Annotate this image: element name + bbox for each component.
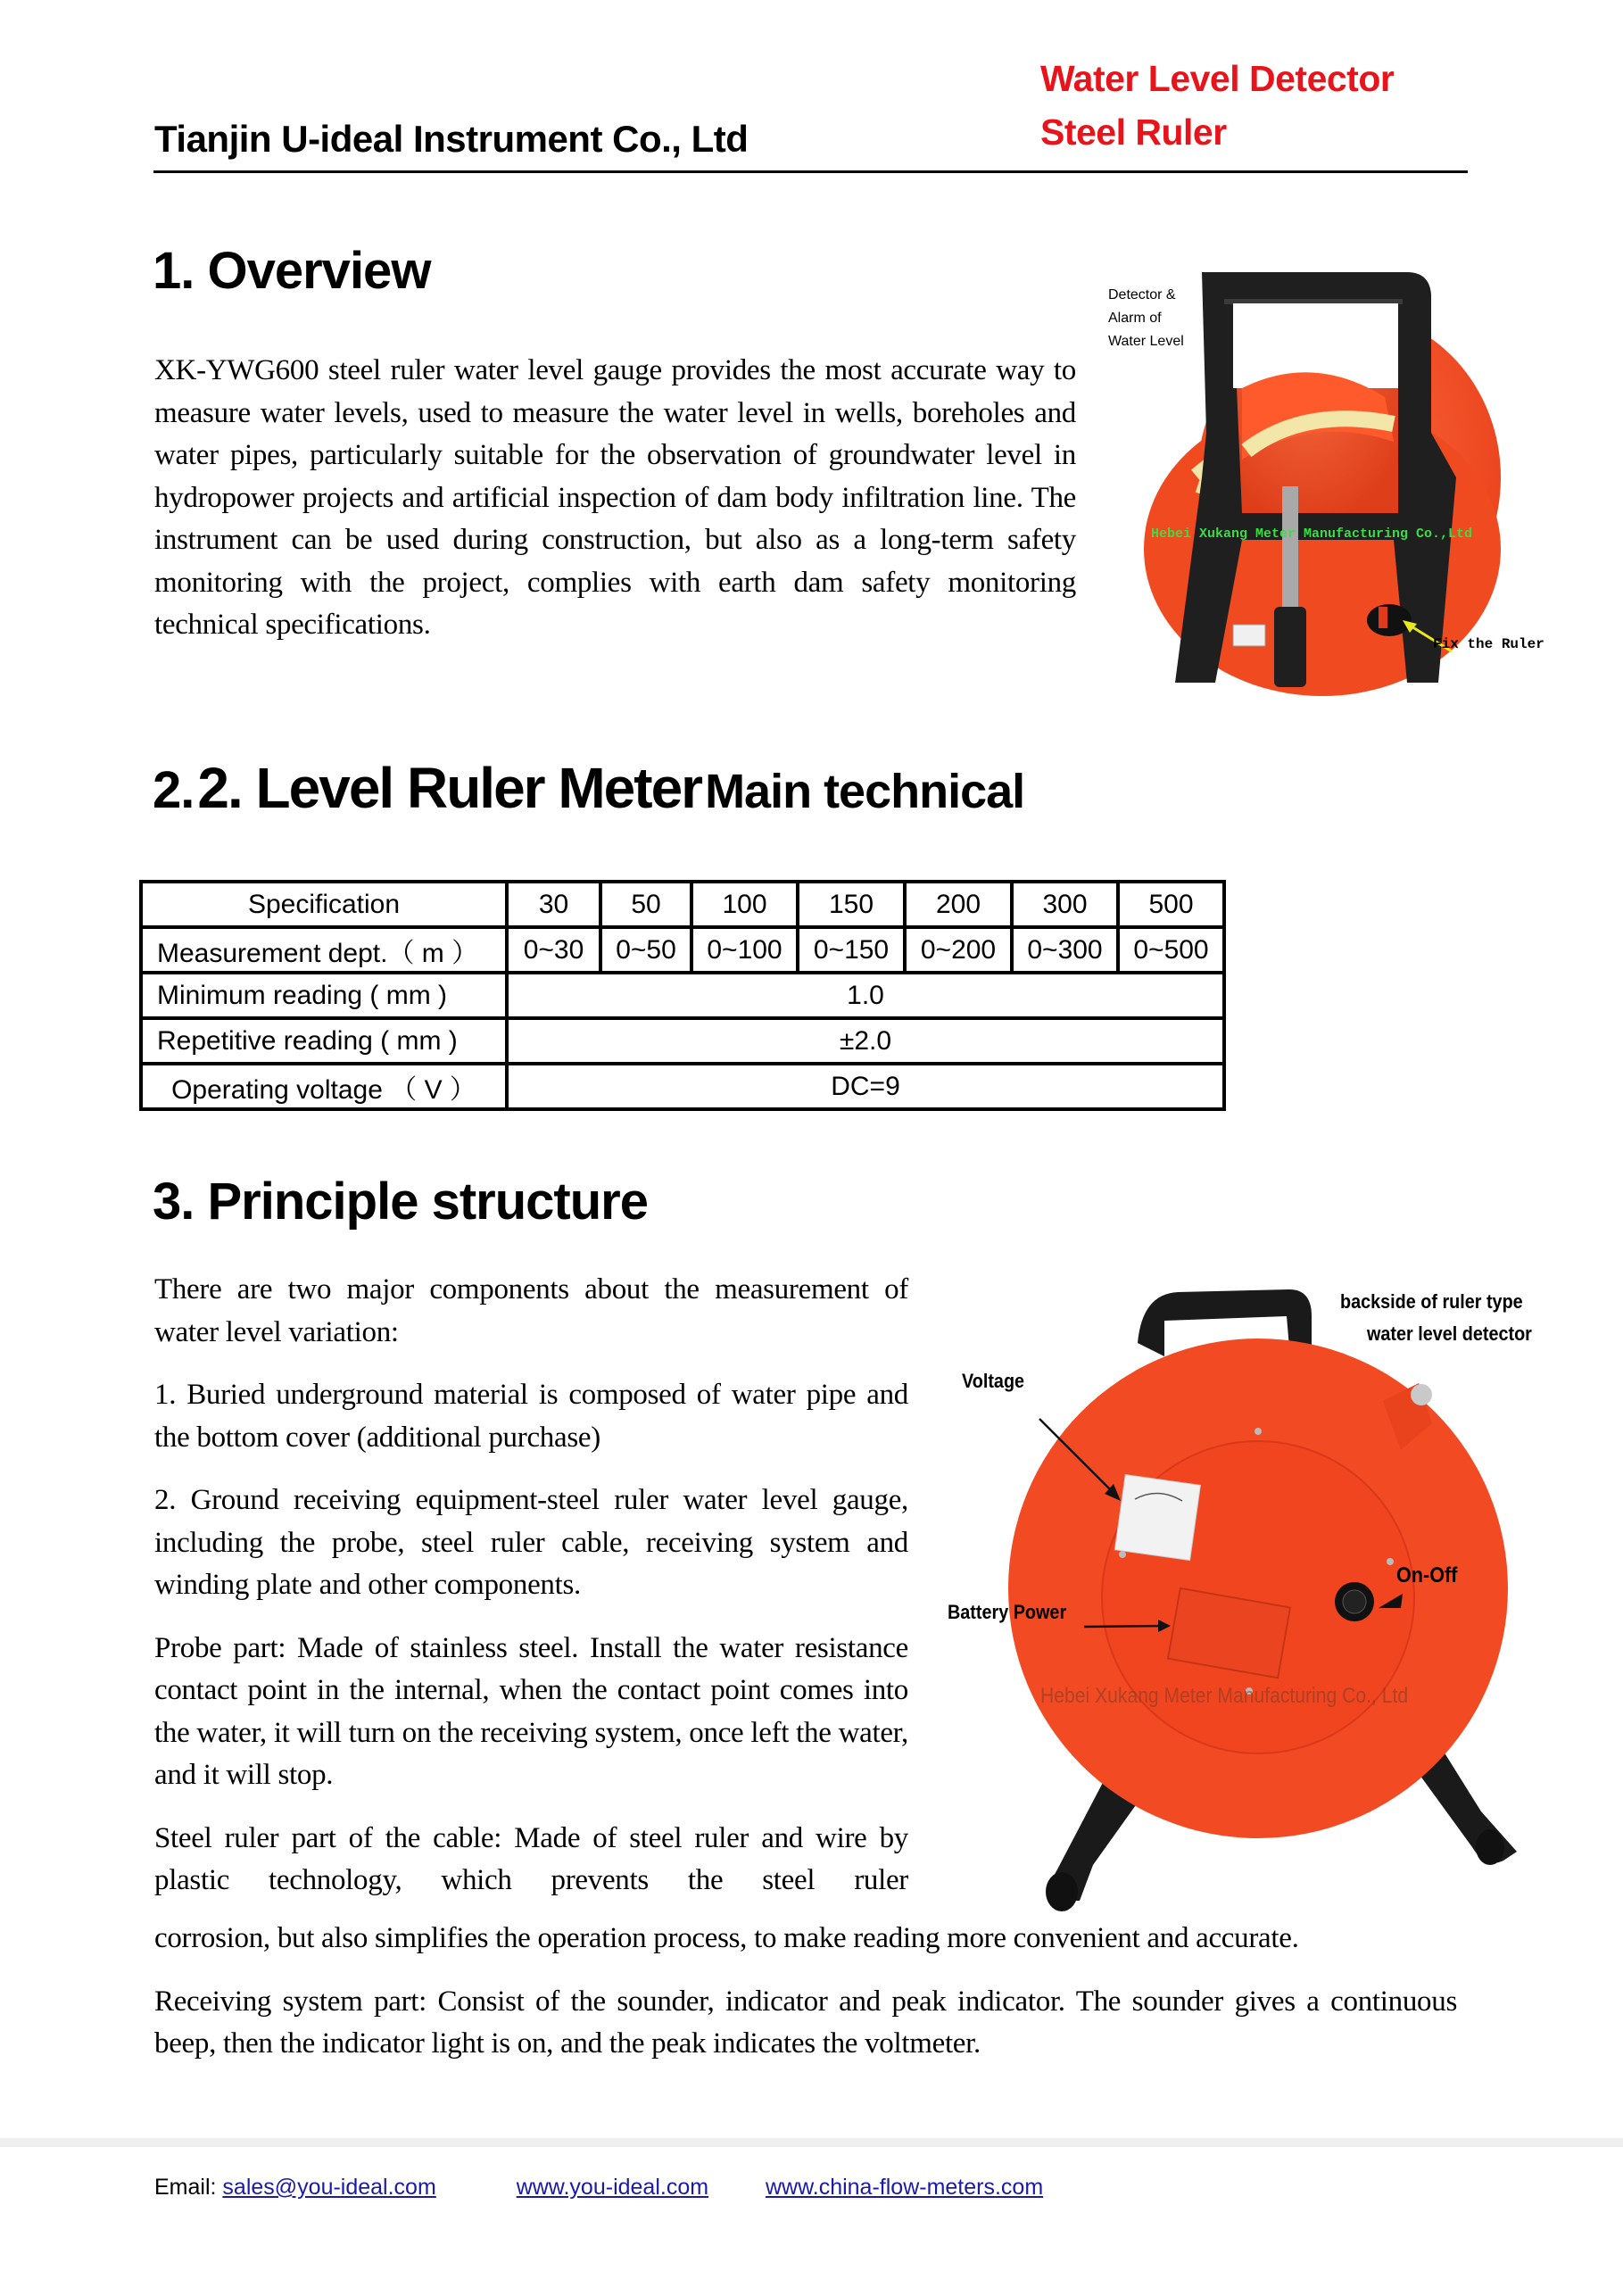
table-cell: ±2.0: [507, 1018, 1224, 1064]
overview-paragraph: [154, 350, 1076, 647]
principle-paragraph: 1. Buried underground material is composed of water pipe and the bottom cover (additional purchase): [154, 1379, 908, 1454]
reel-back-illustration: [937, 1276, 1570, 1919]
image2-voltage-label: Voltage: [962, 1370, 1025, 1392]
section-heading-technical: [153, 755, 1024, 821]
table-cell: 0~200: [905, 927, 1012, 973]
table-cell: 0~50: [600, 927, 691, 973]
table-cell: 500: [1118, 882, 1224, 927]
table-row: [141, 973, 1224, 1018]
email-link[interactable]: sales@you-ideal.com: [222, 2175, 436, 2200]
table-cell: 30: [507, 882, 600, 927]
table-cell: 0~150: [798, 927, 905, 973]
heading-part1-text: 2. Level Ruler Meter: [197, 756, 702, 820]
header-divider: [153, 170, 1468, 173]
table-cell: 0~300: [1012, 927, 1118, 973]
image1-label-line: Water Level: [1108, 334, 1184, 349]
image2-onoff-label: On-Off: [1396, 1563, 1458, 1587]
company-name: Tianjin U-ideal Instrument Co., Ltd: [154, 118, 749, 160]
table-cell: Minimum reading ( mm ): [141, 973, 507, 1018]
principle-text-full: [154, 1918, 1457, 2066]
document-title-line1: Water Level Detector: [1040, 58, 1395, 99]
table-cell: 100: [691, 882, 798, 927]
image1-label-line: Detector &: [1108, 287, 1176, 303]
table-cell: 150: [798, 882, 905, 927]
table-cell: Operating voltage （ V ）: [141, 1064, 507, 1109]
table-cell: DC=9: [507, 1064, 1224, 1109]
principle-paragraph: There are two major components about the measurement of water level variation:: [154, 1273, 908, 1348]
image1-label-line: Alarm of: [1108, 311, 1162, 326]
table-cell: 1.0: [507, 973, 1224, 1018]
table-cell: Repetitive reading ( mm ): [141, 1018, 507, 1064]
table-cell: 300: [1012, 882, 1118, 927]
principle-paragraph: Probe part: Made of stainless steel. Install the water resistance contact point in the internal, when the contact point comes into the water, it will turn on the receiving system, once left the water, and it will stop.: [154, 1631, 908, 1791]
image2-caption-line1: backside of ruler type: [1340, 1290, 1523, 1313]
table-cell: 0~500: [1118, 927, 1224, 973]
table-row: [141, 1018, 1224, 1064]
document-title: [1040, 52, 1394, 159]
email-label: Email:: [154, 2175, 217, 2200]
table-row: [141, 927, 1224, 973]
website-link-china-flow-meters[interactable]: www.china-flow-meters.com: [765, 2175, 1044, 2200]
heading-number: 2.: [153, 761, 195, 819]
section-heading-overview: 1. Overview: [153, 242, 431, 300]
table-row: [141, 882, 1224, 927]
principle-paragraph: Receiving system part: Consist of the sounder, indicator and peak indicator. The sounder gives a continuous beep, then the indicator light is on, and the peak indicates the voltmeter.: [154, 1985, 1457, 2060]
website-link-you-ideal[interactable]: www.you-ideal.com: [516, 2175, 709, 2200]
table-cell: 50: [600, 882, 691, 927]
document-title-line2: Steel Ruler: [1040, 112, 1227, 153]
image1-callout-fix-ruler: Fix the Ruler: [1433, 636, 1544, 652]
image2-caption-line2: water level detector: [1367, 1322, 1532, 1345]
table-cell: 0~100: [691, 927, 798, 973]
heading-part2: Main technical: [705, 765, 1025, 818]
image1-watermark: Hebei Xukang Meter Manufacturing Co.,Ltd: [1151, 526, 1473, 542]
table-cell: 0~30: [507, 927, 600, 973]
footer-divider: [0, 2138, 1623, 2147]
table-cell: Measurement dept.（ m ）: [141, 927, 507, 973]
image1-label: [1108, 284, 1184, 353]
principle-text-column: [154, 1269, 908, 1902]
principle-paragraph: Steel ruler part of the cable: Made of steel ruler and wire by plastic technology, which prevents the steel ruler: [154, 1821, 908, 1896]
principle-paragraph: 2. Ground receiving equipment-steel ruler water level gauge, including the probe, steel ruler cable, receiving system and winding plate and other components.: [154, 1484, 908, 1601]
image2-watermark: Hebei Xukang Meter Manufacturing Co., Ltd: [1040, 1684, 1409, 1708]
overview-text: XK-YWG600 steel ruler water level gauge provides the most accurate way to measure water levels, used to measure the water level in wells, boreholes and water pipes, particularly suitable for the observation of groundwater level in hydropower projects and artificial inspection of dam body infiltration line. The instrument can be used during construction, but also as a long-term safety monitoring with the project, complies with earth dam safety monitoring technical specifications.: [154, 354, 1076, 641]
heading-part1: [197, 756, 701, 820]
table-row: [141, 1064, 1224, 1109]
footer-contacts: [154, 2175, 1043, 2201]
spec-table: [139, 880, 1226, 1111]
image2-battery-label: Battery Power: [948, 1601, 1067, 1623]
table-cell: Specification: [141, 882, 507, 927]
section-heading-principle: 3. Principle structure: [153, 1173, 648, 1231]
table-cell: 200: [905, 882, 1012, 927]
principle-paragraph: corrosion, but also simplifies the operation process, to make reading more convenient and accurate.: [154, 1922, 1299, 1954]
product-image-backside: [937, 1276, 1570, 1919]
